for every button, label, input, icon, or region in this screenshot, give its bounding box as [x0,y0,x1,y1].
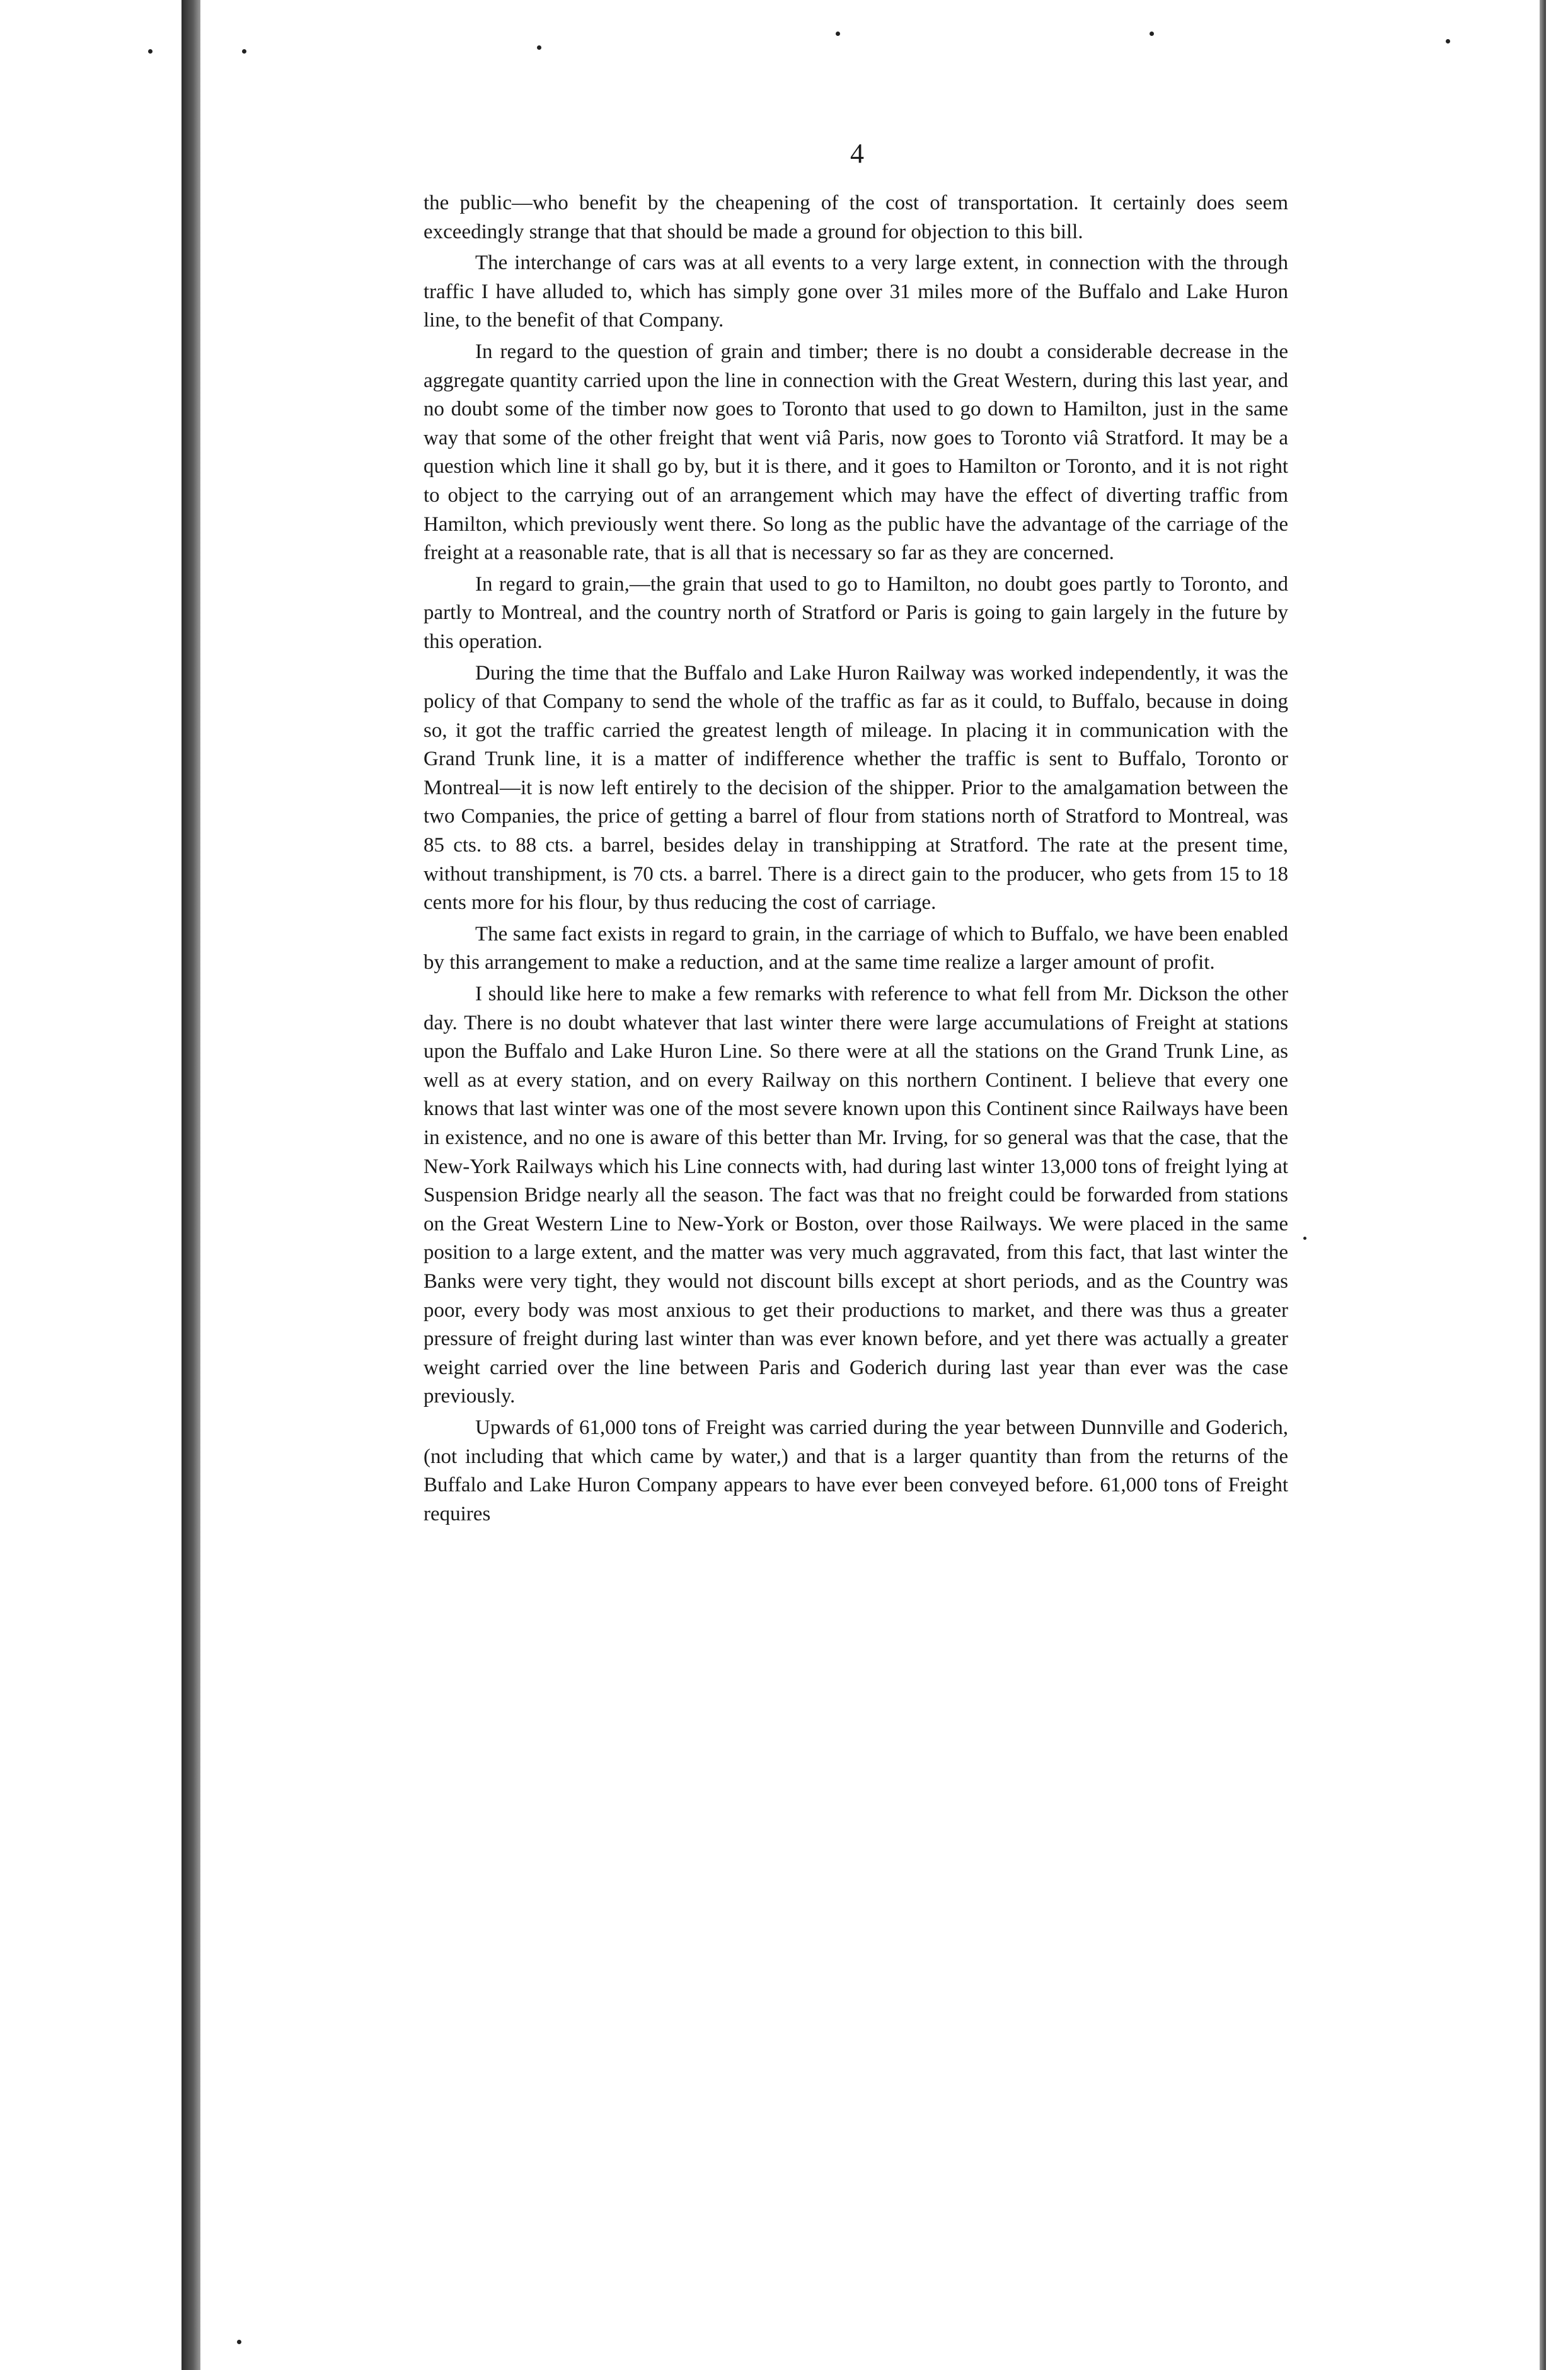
paragraph: I should like here to make a few remarks with reference to what fell from Mr. Dickson the other day. There is no doubt whatever that last winter there were large accumulations of Freight at stations upon the Buffalo and Lake Huron Line. So there were at all the stations on the Grand Trunk Line, as well as at every station, and on every Railway on this northern Continent. I believe that every one knows that last winter was one of the most severe known upon this Continent since Railways have been in existence, and no one is aware of this better than Mr. Irving, for so general was that the case, that the New-York Railways which his Line connects with, had during last winter 13,000 tons of freight lying at Suspension Bridge nearly all the season. The fact was that no freight could be forwarded from stations on the Great Western Line to New-York or Boston, over those Railways. We were placed in the same position to a large extent, and the matter was very much aggravated, from this fact, that last winter the Banks were very tight, they would not discount bills except at short periods, and as the Country was poor, every body was most anxious to get their productions to market, and there was thus a greater pressure of freight during last winter than was ever known before, and yet there was actually a greater weight carried over the line between Paris and Goderich during last year than ever was the case previously. [424,983,1288,1408]
paragraph: In regard to the question of grain and timber; there is no doubt a considerable decrease in the aggregate quantity carried upon the line in connection with the Great Western, during this last year, and no doubt some of the timber now goes to Toronto that used to go down to Hamilton, just in the same way that some of the other freight that went viâ Paris, now goes to Toronto viâ Stratford. It may be a question which line it shall go by, but it is there, and it goes to Hamilton or Toronto, and it is not right to object to the carrying out of an arrangement which may have the effect of diverting traffic from Hamilton, which previously went there. So long as the public have the advantage of the carriage of the freight at a reasonable rate, that is all that is necessary so far as they are concerned. [424,340,1288,565]
paragraph: Upwards of 61,000 tons of Freight was carried during the year between Dunnville and Goderich, (not including that which came by water,) and that is a larger quantity than from the returns of the Buffalo and Lake Huron Company appears to have ever been conveyed before. 61,000 tons of Freight requires [424,1416,1288,1525]
paragraph: The interchange of cars was at all events to a very large extent, in connection with the through traffic I have alluded to, which has simply gone over 31 miles more of the Buffalo and Lake Huron line, to the benefit of that Company. [424,251,1288,332]
text-body [424,189,1288,1531]
paragraph: The same fact exists in regard to grain, in the carriage of which to Buffalo, we have been enabled by this arrangement to make a reduction, and at the same time realize a larger amount of profit. [424,922,1288,974]
scan-left-edge [182,0,200,2370]
paragraph: During the time that the Buffalo and Lake Huron Railway was worked independently, it was the policy of that Company to send the whole of the traffic as far as it could, to Buffalo, because in doing so, it got the traffic carried the greatest length of mileage. In placing it in communication with the Grand Trunk line, it is a matter of indifference whether the traffic is sent to Buffalo, Toronto or Montreal—it is now left entirely to the decision of the shipper. Prior to the amalgamation between the two Companies, the price of getting a barrel of flour from stations north of Stratford to Montreal, was 85 cts. to 88 cts. a barrel, besides delay in transhipping at Stratford. The rate at the present time, without transhipment, is 70 cts. a barrel. There is a direct gain to the producer, who gets from 15 to 18 cents more for his flour, by thus reducing the cost of carriage. [424,661,1288,915]
scan-speck [537,45,541,50]
scan-speck [1303,1237,1306,1240]
paragraph: the public—who benefit by the cheapening of the cost of transportation. It certainly does seem exceedingly strange that that should be made a ground for objection to this bill. [424,192,1288,243]
scan-speck [836,32,840,36]
scan-right-edge [1540,0,1546,2370]
page-number: 4 [850,138,864,169]
scan-speck [1446,39,1450,43]
paragraph: In regard to grain,—the grain that used to go to Hamilton, no doubt goes partly to Toronto, and partly to Montreal, and the country north of Stratford or Paris is going to gain largely in the future by this operation. [424,572,1288,653]
scan-speck [148,49,153,54]
scan-speck [242,49,246,54]
scan-speck [237,2340,241,2344]
scan-speck [1150,32,1154,36]
